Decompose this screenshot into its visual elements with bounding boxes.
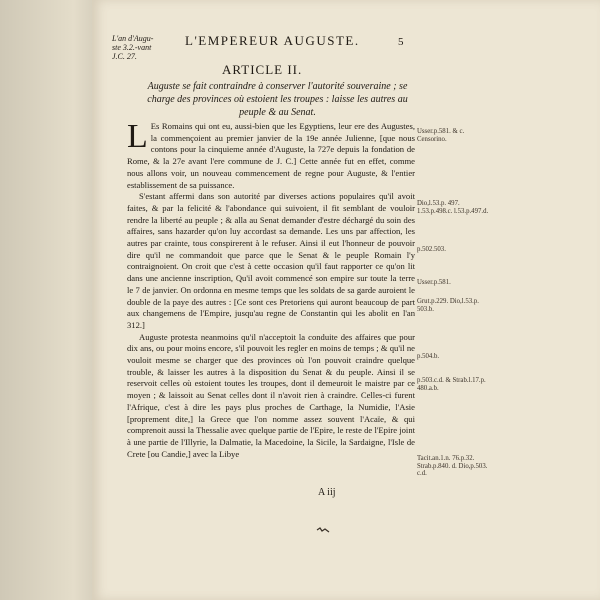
article-summary: Auguste se fait contraindre à conserver l'autorité souveraine ; se charge des provinces où estoient les troupes : laisse les autres au peuple & au Senat. <box>147 81 408 118</box>
margin-note: p.502.503. <box>417 246 446 253</box>
margin-note: Usser.p.581. <box>417 279 451 286</box>
margin-note: p.503.c.d. & Strab.l.17.p. 480.a.b. <box>417 377 486 392</box>
paragraph-1-text: Es Romains qui ont eu, aussi-bien que les Egyptiens, leur ere des Augustes, la commençoient au premier janvier de la 19e année Julienne, [que nous contons pour la cinquieme année d'Auguste, la 727e depuis la fondation de Rome, & la 27e avant l'ere commune de J. C.] Cette année fut en effet, comme nous allons voir, un nouveau commencement de regne pour Auguste, & l'entier establissement de sa puissance. <box>127 121 415 190</box>
margin-note: p.504.b. <box>417 353 440 360</box>
gutter-year-note: L'an d'Auguste 3.2.-vant J.C. 27. <box>112 34 154 61</box>
margin-note: Tacit.an.1.n. 76.p.32. Strab.p.840. d. Dio,p.503. c.d. <box>417 455 488 477</box>
margin-note: Dio,l.53.p. 497. 1.53.p.498.c. l.53.p.497.d. <box>417 200 489 215</box>
body-text <box>127 118 415 460</box>
margin-note: Grut.p.229. Dio,l.53.p. 503.b. <box>417 298 479 313</box>
page-number: 5 <box>398 36 404 48</box>
binding-gutter <box>0 0 92 600</box>
paragraph-3: Auguste protesta neanmoins qu'il n'acceptoit la conduite des affaires que pour dix ans, ou pour moins encore, s'il pouvoit les regler en moins de temps ; & qu'il ne vouloit mesme se charger que des provinces où l'on pouvoit craindre quelque trouble, & laisser les autres à la disposition du Senat & du peuple. Ainsi il se reservoit celles où estoient toutes les troupes, dont il demeuroit le maistre par ce moyen ; & laissoit au Senat celles dont il n'avoit rien à craindre. Celles-ci furent l'Afrique, c'est à dire les pays plus proches de Carthage, la Numidie, l'Asie [proprement dite,] la Grece que l'on nomme assez souvent l'Acaïe, & qui comprenoit aussi la Thessalie avec quelque partie de l'Epire, le reste de l'Epire joint à une partie de l'Illyrie, la Dalmatie, la Macedoine, la Sicile, la Sardaigne, l'Isle de Crete [ou Candie,] avec la Libye <box>127 331 415 459</box>
drop-cap: L <box>127 118 148 155</box>
margin-note: Usser.p.581. & c. Censorino. <box>417 128 465 143</box>
running-head: L'EMPEREUR AUGUSTE. <box>185 33 360 48</box>
margin-notes <box>417 0 495 600</box>
ink-smudge <box>316 527 330 533</box>
article-title: ARTICLE II. <box>222 62 303 77</box>
paragraph-2: S'estant affermi dans son autorité par diverses actions populaires qu'il avoit faites, & par la felicité & l'abondance qui suivoient, il fit semblant de vouloir rendre la liberté au peuple ; & alla au Senat demander d'estre déchargé du soin des affaires, sans hazarder qu'on luy accordast sa demande. Les uns par affection, les autres par crainte, tous conspirerent à le refuser. Ainsi il eut l'honneur de pouvoir dire qu'il ne commandoit que parce que le Senat & le peuple Romain l'y contraignoient. On croit que c'est à cette occasion qu'il faut rapporter ce qu'on lit dans une ancienne inscription, Qu'il avoit commencé son empire sur toute la terre le 7 de janvier. On ordonna en mesme temps que les soldats de sa garde auroient le double de la paye des autres : [Ce sont ces Pretoriens qui auront beaucoup de part aux changemens de l'Empire, jusqu'au regne de Constantin qui les abolit en l'an 312.] <box>127 191 415 330</box>
paragraph-1 <box>127 118 415 191</box>
signature-mark: A iij <box>318 487 336 498</box>
